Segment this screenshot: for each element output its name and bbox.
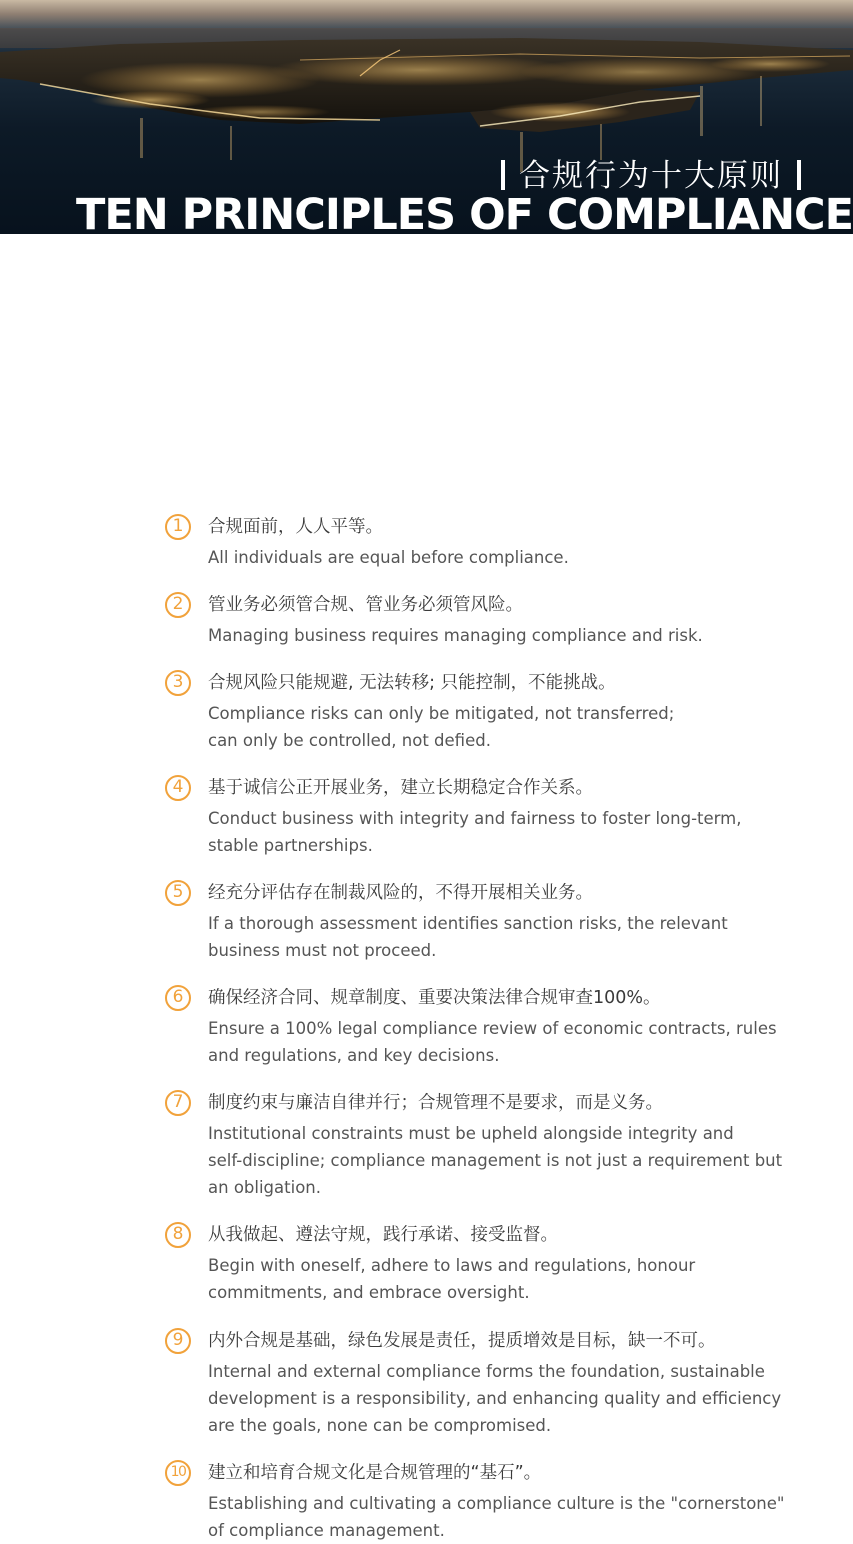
principle-chinese: 确保经济合同、规章制度、重要决策法律合规审查100%。: [208, 988, 661, 1008]
number-badge: 4: [165, 775, 191, 801]
number-badge: 9: [165, 1328, 191, 1354]
principle-chinese: 从我做起、遵法守规，践行承诺、接受监督。: [208, 1225, 558, 1245]
principle-chinese: 合规风险只能规避, 无法转移; 只能控制，不能挑战。: [208, 673, 616, 693]
principle-english: Managing business requires managing compliance and risk.: [208, 626, 703, 645]
principle-english: If a thorough assessment identifies sanction risks, the relevant business must not proceed.: [208, 914, 728, 960]
principle-english: Establishing and cultivating a compliance culture is the "cornerstone" of compliance management.: [208, 1494, 785, 1540]
principle-chinese: 建立和培育合规文化是合规管理的“基石”。: [208, 1463, 542, 1483]
principles-list: [0, 234, 853, 1540]
number-badge: 8: [165, 1222, 191, 1248]
principle-chinese: 经充分评估存在制裁风险的，不得开展相关业务。: [208, 883, 593, 903]
principle-english: All individuals are equal before compliance.: [208, 548, 569, 567]
principle-english: Compliance risks can only be mitigated, not transferred; can only be controlled, not defied.: [208, 704, 675, 750]
number-badge: 3: [165, 670, 191, 696]
title-chinese-text: 合规行为十大原则: [519, 158, 783, 194]
principle-english: Conduct business with integrity and fairness to foster long-term, stable partnerships.: [208, 809, 742, 855]
number-badge: 2: [165, 592, 191, 618]
number-badge: 7: [165, 1090, 191, 1116]
principle-chinese: 内外合规是基础，绿色发展是责任，提质增效是目标，缺一不可。: [208, 1331, 716, 1351]
principle-english: Internal and external compliance forms the foundation, sustainable development is a responsibility, and enhancing quality and efficiency are the goals, none can be compromised.: [208, 1362, 782, 1435]
number-badge: 6: [165, 985, 191, 1011]
header-banner: [0, 0, 853, 234]
number-badge: 5: [165, 880, 191, 906]
principle-english: Begin with oneself, adhere to laws and regulations, honour commitments, and embrace oversight.: [208, 1256, 696, 1302]
principle-chinese: 管业务必须管合规、管业务必须管风险。: [208, 595, 523, 615]
title-english: TEN PRINCIPLES OF COMPLIANCE: [76, 190, 853, 234]
principle-english: Institutional constraints must be upheld alongside integrity and self-discipline; compliance management is not just a requirement but an obligation.: [208, 1124, 783, 1197]
principle-chinese: 基于诚信公正开展业务，建立长期稳定合作关系。: [208, 778, 593, 798]
number-badge: 1: [165, 514, 191, 540]
title-bar-right: [797, 160, 801, 190]
principle-english: Ensure a 100% legal compliance review of economic contracts, rules and regulations, and key decisions.: [208, 1019, 777, 1065]
number-badge: 10: [165, 1460, 191, 1486]
title-bar-left: [501, 160, 505, 190]
principle-chinese: 合规面前，人人平等。: [208, 517, 383, 537]
title-chinese: [0, 150, 815, 195]
principle-chinese: 制度约束与廉洁自律并行；合规管理不是要求，而是义务。: [208, 1093, 663, 1113]
